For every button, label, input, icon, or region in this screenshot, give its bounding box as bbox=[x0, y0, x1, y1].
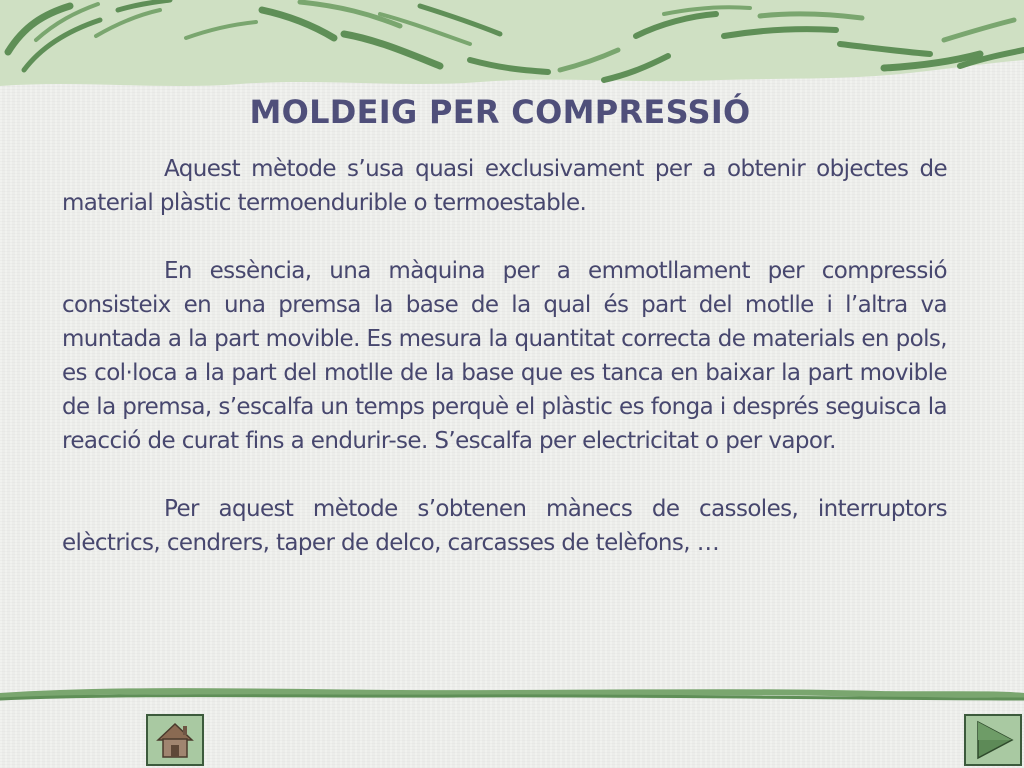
paragraph-intro: Aquest mètode s’usa quasi exclusivament per a obtenir objectes de material plàstic termoendurible o termoestable. bbox=[62, 156, 947, 216]
next-slide-button[interactable] bbox=[964, 714, 1022, 766]
home-button[interactable] bbox=[146, 714, 204, 766]
decorative-leaf-banner bbox=[0, 0, 1024, 92]
house-icon bbox=[148, 716, 202, 764]
paragraph-process: En essència, una màquina per a emmotllament per compressió consisteix en una premsa la base de la qual és part del motlle i l’altra va muntada a la part movible. Es mesura la quantitat correcta de materials en pols, es col·loca a la part del motlle de la base que es tanca en baixar la part movible de la premsa, s’escalfa un temps perquè el plàstic es fonga i després seguisca la reacció de curat fins a endurir-se. S’escalfa per electricitat o per vapor. bbox=[62, 258, 947, 454]
page-title: MOLDEIG PER COMPRESSIÓ bbox=[249, 93, 751, 131]
body-text bbox=[62, 152, 947, 594]
decorative-bottom-rule bbox=[0, 684, 1024, 706]
paragraph-applications: Per aquest mètode s’obtenen mànecs de cassoles, interruptors elèctrics, cendrers, taper de delco, carcasses de telèfons, … bbox=[62, 496, 947, 556]
triangle-right-icon bbox=[966, 716, 1020, 764]
